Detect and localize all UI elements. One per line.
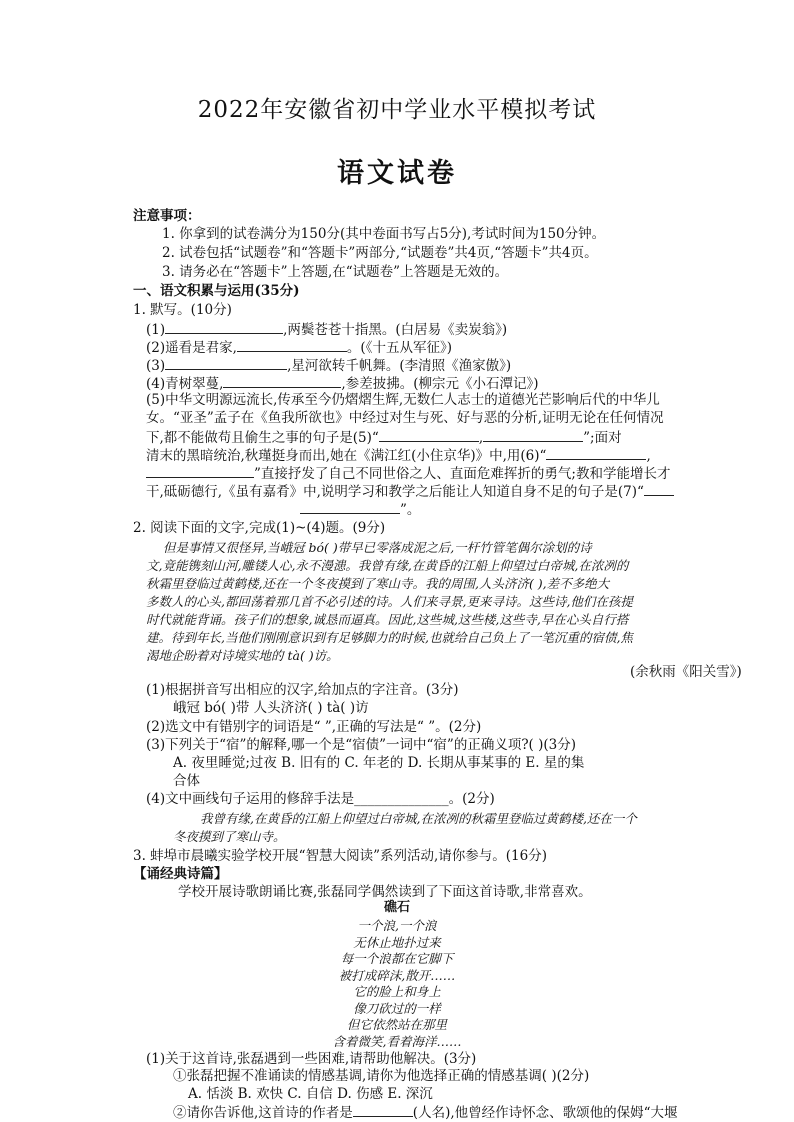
poem-line: 它的脸上和身上 — [353, 984, 441, 999]
q2-sub-4-quote-1: 我曾有缘,在黄昏的江船上仰望过白帝城,在浓冽的秋霜里登临过黄鹤楼,还在一个 — [200, 811, 637, 826]
q2-passage-1: 但是事情又很怪异,当峨冠 bó( )带早已零落成泥之后,一杆竹管笔偶尔涂划的诗 — [163, 540, 592, 555]
poem-line: 含着微笑,看着海洋…… — [332, 1033, 462, 1049]
q1-line-5c-pre: 下,都不能做苟且偷生之事的句子是(5)“ — [146, 430, 379, 446]
poem-line: 一个浪,一个浪 — [357, 918, 437, 933]
q3-sub-1a: ①张磊把握不准诵读的情感基调,请你为他选择正确的情感基调( )(2分) — [173, 1068, 590, 1084]
q1-line-1 — [146, 320, 507, 339]
q3-sub-1: (1)关于这首诗,张磊遇到一些困难,请帮助他解决。(3分) — [146, 1051, 477, 1067]
section-1-heading: 一、语文积累与运用(35分) — [133, 283, 300, 299]
q1-line-4-post: ,参差披拂。(柳宗元《小石潭记》) — [341, 376, 539, 392]
q1-line-5c-mid: , — [478, 430, 484, 446]
q2-passage-2: 文,竟能镌刻山河,雕镂人心,永不漫漶。我曾有缘,在黄昏的江船上仰望过白帝城,在浓冽的 — [146, 558, 629, 573]
q1-line-5f — [146, 482, 674, 501]
q3-sub-1b — [173, 1103, 678, 1122]
q2-passage-4: 多数人的心头,都回荡着那几首不必引述的诗。人们来寻景,更来寻诗。这些诗,他们在孩提 — [146, 594, 633, 609]
poem-line: 无休止地扑过来 — [353, 934, 441, 950]
q1-line-2-pre: (2)遥看是君家, — [146, 340, 237, 356]
q2-sub-4: (4)文中画线句子运用的修辞手法是______________。(2分) — [146, 791, 495, 807]
q3-heading: 3. 蚌埠市晨曦实验学校开展“智慧大阅读”系列活动,请你参与。(16分) — [133, 848, 547, 864]
q1-line-1-post: ,两鬓苍苍十指黑。(白居易《卖炭翁》) — [283, 322, 508, 338]
poem-line: 每一个浪都在它脚下 — [340, 951, 454, 966]
notice-heading: 注意事项： — [133, 208, 201, 224]
q1-heading: 1. 默写。(10分) — [133, 302, 232, 318]
q1-line-5g-text: ”。 — [400, 502, 421, 518]
q1-line-5d-post: , — [646, 448, 651, 464]
q1-line-5g — [300, 500, 420, 519]
answer-blank[interactable] — [223, 374, 341, 388]
answer-blank[interactable] — [146, 464, 254, 478]
q2-sub-2: (2)选文中有错别字的词语是“ ”,正确的写法是“ ”。(2分) — [146, 719, 482, 735]
q2-passage-7: 渴地企盼着对诗境实地的 tà( )访。 — [146, 648, 339, 663]
notice-item-3: 3. 请务必在“答题卡”上答题,在“试题卷”上答题是无效的。 — [162, 264, 509, 280]
q2-sub-3: (3)下列关于“宿”的解释,哪一个是“宿债”一词中“宿”的正确义项?( )(3分) — [146, 737, 577, 753]
answer-blank[interactable] — [379, 428, 479, 442]
q1-line-5e — [146, 464, 670, 483]
q2-passage-6: 建。待到年长,当他们刚刚意识到有足够脚力的时候,也就给自己负上了一笔沉重的宿债,焦 — [146, 630, 633, 645]
q2-sub-1: (1)根据拼音写出相应的汉字,给加点的字注音。(3分) — [146, 682, 459, 698]
q1-line-5b: 女。“亚圣”孟子在《鱼我所欲也》中经过对生与死、好与恶的分析,证明无论在任何情况 — [146, 410, 664, 426]
q2-heading: 2. 阅读下面的文字,完成(1)~(4)题。(9分) — [133, 520, 386, 536]
q1-line-5c — [146, 428, 622, 447]
q1-line-3-pre: (3) — [146, 358, 166, 374]
q3-sub-1b-pre: ②请你告诉他,这首诗的作者是 — [173, 1105, 353, 1121]
exam-subtitle: 语文试卷 — [337, 158, 457, 189]
q3-sub-1-options: A. 恬淡 B. 欢快 C. 自信 D. 伤感 E. 深沉 — [188, 1086, 433, 1102]
q2-sub-3-options: A. 夜里睡觉;过夜 B. 旧有的 C. 年老的 D. 长期从事某事的 E. 星的集 — [173, 755, 585, 771]
poem-line: 但它依然站在那里 — [346, 1017, 447, 1032]
answer-blank[interactable] — [165, 320, 283, 334]
exam-title: 2022年安徽省初中学业水平模拟考试 — [197, 97, 597, 123]
q1-line-4-pre: (4)青树翠蔓, — [146, 376, 224, 392]
answer-blank[interactable] — [300, 500, 400, 514]
q1-line-5d — [146, 446, 651, 465]
q2-sub-4-quote-2: 冬夜摸到了寒山寺。 — [173, 829, 286, 844]
q1-line-3-post: ,星河欲转千帆舞。(李清照《渔家傲》) — [287, 358, 512, 374]
q1-line-2-post: 。(《十五从军征》) — [346, 340, 452, 356]
q1-line-3 — [146, 356, 511, 375]
q1-line-1-pre: (1) — [146, 322, 166, 338]
q1-line-5e-text: ”直接抒发了自己不同世俗之人、直面危难挥折的勇气;教和学能增长才 — [254, 466, 671, 482]
q3-intro: 学校开展诗歌朗诵比赛,张磊同学偶然读到了下面这首诗歌,非常喜欢。 — [178, 884, 592, 900]
notice-item-1: 1. 你拿到的试卷满分为150分(其中卷面书写占5分),考试时间为150分钟。 — [162, 226, 606, 242]
q2-sub-3-options-cont: 合体 — [173, 773, 200, 789]
q1-line-5f-pre: 干,砥砺德行,《虽有嘉肴》中,说明学习和教学之后能让人知道自身不足的句子是(7)“ — [146, 484, 644, 500]
answer-blank[interactable] — [353, 1103, 413, 1117]
answer-blank[interactable] — [165, 356, 287, 370]
q1-line-4 — [146, 374, 539, 393]
q2-passage-3: 秋霜里登临过黄鹤楼,还在一个冬夜摸到了寒山寺。我的周围,人头济济( ),差不多绝大 — [146, 576, 610, 591]
q1-line-5a: (5)中华文明源远流长,传承至今仍熠熠生辉,无数仁人志士的道德光芒影响后代的中华儿 — [146, 392, 660, 408]
notice-item-2: 2. 试卷包括“试题卷”和“答题卡”两部分,“试题卷”共4页,“答题卡”共4页。 — [162, 245, 598, 261]
poem-line: 像刀砍过的一样 — [353, 1000, 441, 1016]
poem-line: 被打成碎沫,散开…… — [338, 967, 456, 983]
q2-source: (余秋雨《阳关雪》) — [630, 664, 742, 680]
answer-blank[interactable] — [546, 446, 646, 460]
q2-passage-5: 时代就能背诵。孩子们的想象,诚恳而逼真。因此,这些城,这些楼,这些寺,早在心头自行搭 — [146, 612, 629, 627]
q1-line-5d-pre: 清末的黑暗统治,秋瑾挺身而出,她在《满江红(小住京华)》中,用(6)“ — [146, 448, 547, 464]
q2-sub-1-items: 峨冠 bó( )带 人头济济( ) tà( )访 — [173, 700, 369, 716]
poem-title: 礁石 — [383, 900, 410, 915]
answer-blank[interactable] — [644, 482, 674, 496]
q1-line-5c-post: ”;面对 — [583, 430, 622, 446]
q1-line-2 — [146, 338, 452, 357]
answer-blank[interactable] — [483, 428, 583, 442]
q3-sub-1b-post: (人名),他曾经作诗怀念、歌颂他的保姆“大堰 — [412, 1105, 678, 1121]
q3-subheading: 【诵经典诗篇】 — [133, 866, 228, 882]
answer-blank[interactable] — [237, 338, 347, 352]
